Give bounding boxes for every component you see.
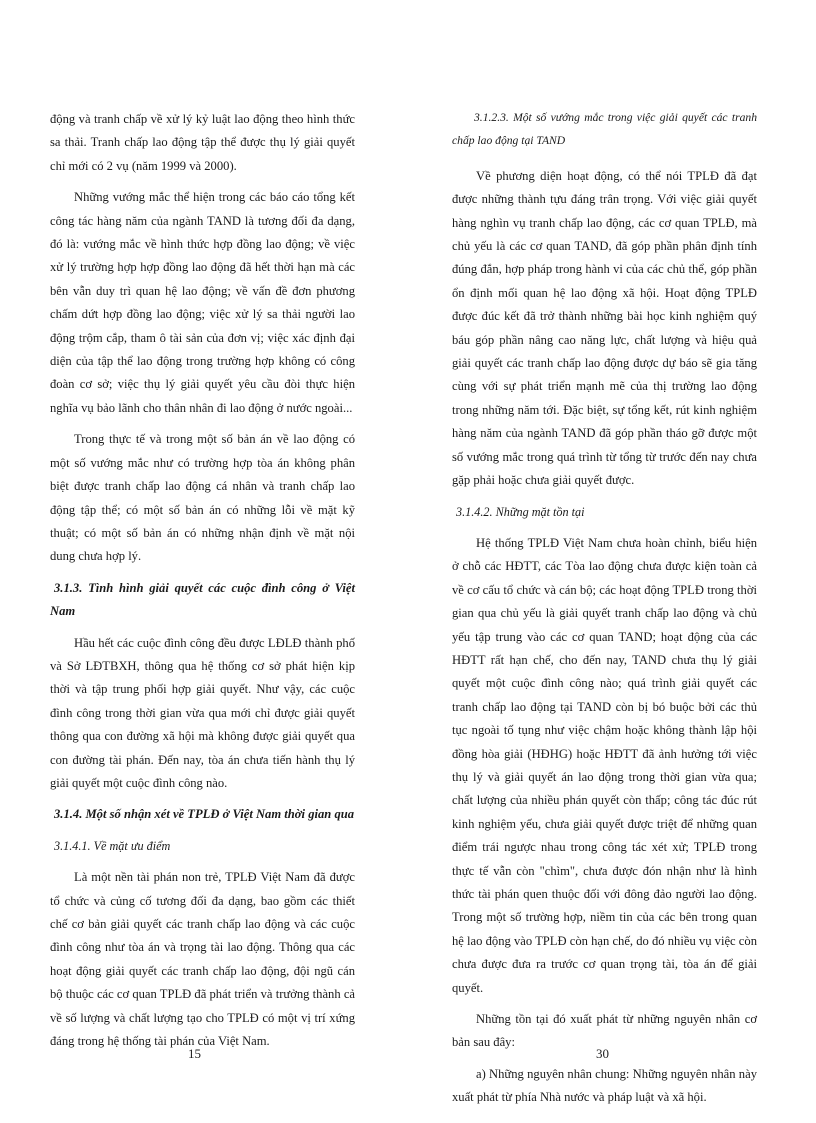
right-page-column xyxy=(452,108,757,1118)
paragraph: Là một nền tài phán non trẻ, TPLĐ Việt Nam đã được tổ chức và củng cố tương đối đa dạng, bao gồm các thiết chế cơ bản giải quyết các tranh chấp lao động và các cuộc đình công như tòa án và trọng tài lao động. Thông qua các hoạt động giải quyết các tranh chấp lao động, đội ngũ cán bộ thuộc các cơ quan TPLĐ đã phát triển và trưởng thành cả về số lượng và chất lượng tạo cho TPLĐ có một vị trí xứng đáng trong hệ thống tài phán của Việt Nam. xyxy=(50,870,355,1049)
subsection-heading: 3.1.2.3. Một số vướng mắc trong việc giải quyết các tranh chấp lao động tại TAND xyxy=(452,111,757,148)
section-heading: 3.1.3. Tình hình giải quyết các cuộc đình công ở Việt Nam xyxy=(50,580,355,619)
page-number: 30 xyxy=(596,1046,609,1061)
paragraph: Những tồn tại đó xuất phát từ những nguyên nhân cơ bản sau đây: xyxy=(452,1012,757,1050)
paragraph: động và tranh chấp về xử lý kỷ luật lao động theo hình thức sa thải. Tranh chấp lao động tập thể được thụ lý giải quyết chỉ mới có 2 vụ (năm 1999 và 2000). xyxy=(50,112,355,173)
left-page-column xyxy=(50,108,355,1061)
page-number: 15 xyxy=(188,1046,201,1061)
section-heading: 3.1.4. Một số nhận xét về TPLĐ ở Việt Nam thời gian qua xyxy=(54,807,355,822)
paragraph: Trong thực tế và trong một số bản án về lao động có một số vướng mắc như có trường hợp tòa án không phân biệt được tranh chấp lao động cá nhân và tranh chấp lao động tập thể; có một số bản án có những lỗi về mặt kỹ thuật; có một số bản án có những nhận định về mặt nội dung chưa hợp lý. xyxy=(50,432,355,564)
subsection-heading: 3.1.4.1. Về mặt ưu điểm xyxy=(54,838,171,853)
paragraph: Những vướng mắc thể hiện trong các báo cáo tổng kết công tác hàng năm của ngành TAND là tương đối đa dạng, đó là: vướng mắc về hình thức hợp đồng lao động; về việc xử lý trường hợp hợp đồng lao động đã hết thời hạn mà các bên vẫn duy trì quan hệ lao động; về vấn đề đơn phương chấm dứt hợp đồng lao động; việc xử lý sa thải người lao động trộm cắp, tham ô tài sản của đơn vị; việc xác định đại diện của tập thể lao động trong trường hợp không có công đoàn cơ sở; việc thụ lý giải quyết yêu cầu đòi thực hiện nghĩa vụ bảo lãnh cho thân nhân đi lao động ở nước ngoài... xyxy=(50,190,355,415)
subsection-heading: 3.1.4.2. Những mặt tồn tại xyxy=(456,504,585,519)
paragraph: a) Những nguyên nhân chung: Những nguyên nhân này xuất phát từ phía Nhà nước và pháp luật và xã hội. xyxy=(452,1066,757,1105)
paragraph: Về phương diện hoạt động, có thể nói TPLĐ đã đạt được những thành tựu đáng trân trọng. Với việc giải quyết hàng nghìn vụ tranh chấp lao động, các cơ quan TPLĐ, mà chủ yếu là các cơ quan TAND, đã góp phần phân định tính đúng đắn, hợp pháp trong hành vi của các chủ thể, góp phần ổn định mối quan hệ lao động xã hội. Hoạt động TPLĐ được đúc kết đã trở thành những bài học kinh nghiệm quý báu góp phần nâng cao năng lực, chất lượng và hiệu quả giải quyết các tranh chấp lao động được dự báo sẽ gia tăng cùng với sự phát triển mạnh mẽ của thị trường lao động trong những năm tới. Đặc biệt, sự tổng kết, rút kinh nghiệm hàng năm của ngành TAND đã góp phần tháo gỡ được một số vướng mắc trong quá trình từ tổng từ trước đến nay chưa gặp phải hoặc chưa giải quyết được. xyxy=(452,168,757,488)
paragraph: Hệ thống TPLĐ Việt Nam chưa hoàn chỉnh, biểu hiện ở chỗ các HĐTT, các Tòa lao động chưa được kiện toàn cả về cơ cấu tổ chức và cán bộ; các hoạt động TPLĐ trong thời gian qua chủ yếu là giải quyết tranh chấp lao động và chủ yếu tập trung vào các cơ quan TAND; hoạt động của các HĐTT rất hạn chế, cho đến nay, TAND chưa thụ lý giải quyết một cuộc đình công nào; quá trình giải quyết các tranh chấp lao động tại TAND còn bị bó buộc bởi các thủ tục ngoài tố tụng như việc chậm hoặc không thành lập hội đồng hòa giải (HĐHG) hoặc HĐTT đã ảnh hưởng tới việc thụ lý và giải quyết án lao động trong thời gian vừa qua; chất lượng của nhiều phán quyết còn thấp; công tác đúc rút kinh nghiệm yếu, chưa giải quyết được triệt để những quan điểm trái ngược nhau trong công tác xét xử; TPLĐ trong thực tế vẫn còn "chìm", chưa được đón nhận như là hình thức tài phán quen thuộc đối với đông đảo người lao động. Trong một số trường hợp, niềm tin của các bên trong quan hệ lao động vào TPLĐ còn hạn chế, do đó nhiều vụ việc còn chưa được đưa ra trước cơ quan trọng tài, tòa án để giải quyết. xyxy=(452,535,757,995)
paragraph: Hầu hết các cuộc đình công đều được LĐLĐ thành phố và Sở LĐTBXH, thông qua hệ thống cơ sở phát hiện kịp thời và tập trung phối hợp giải quyết. Như vậy, các cuộc đình công trong thời gian vừa qua mới chỉ được giải quyết thông qua con đường xã hội mà không được giải quyết qua con đường tài phán. Đến nay, tòa án chưa tiến hành thụ lý giải quyết một cuộc đình công nào. xyxy=(50,635,355,790)
